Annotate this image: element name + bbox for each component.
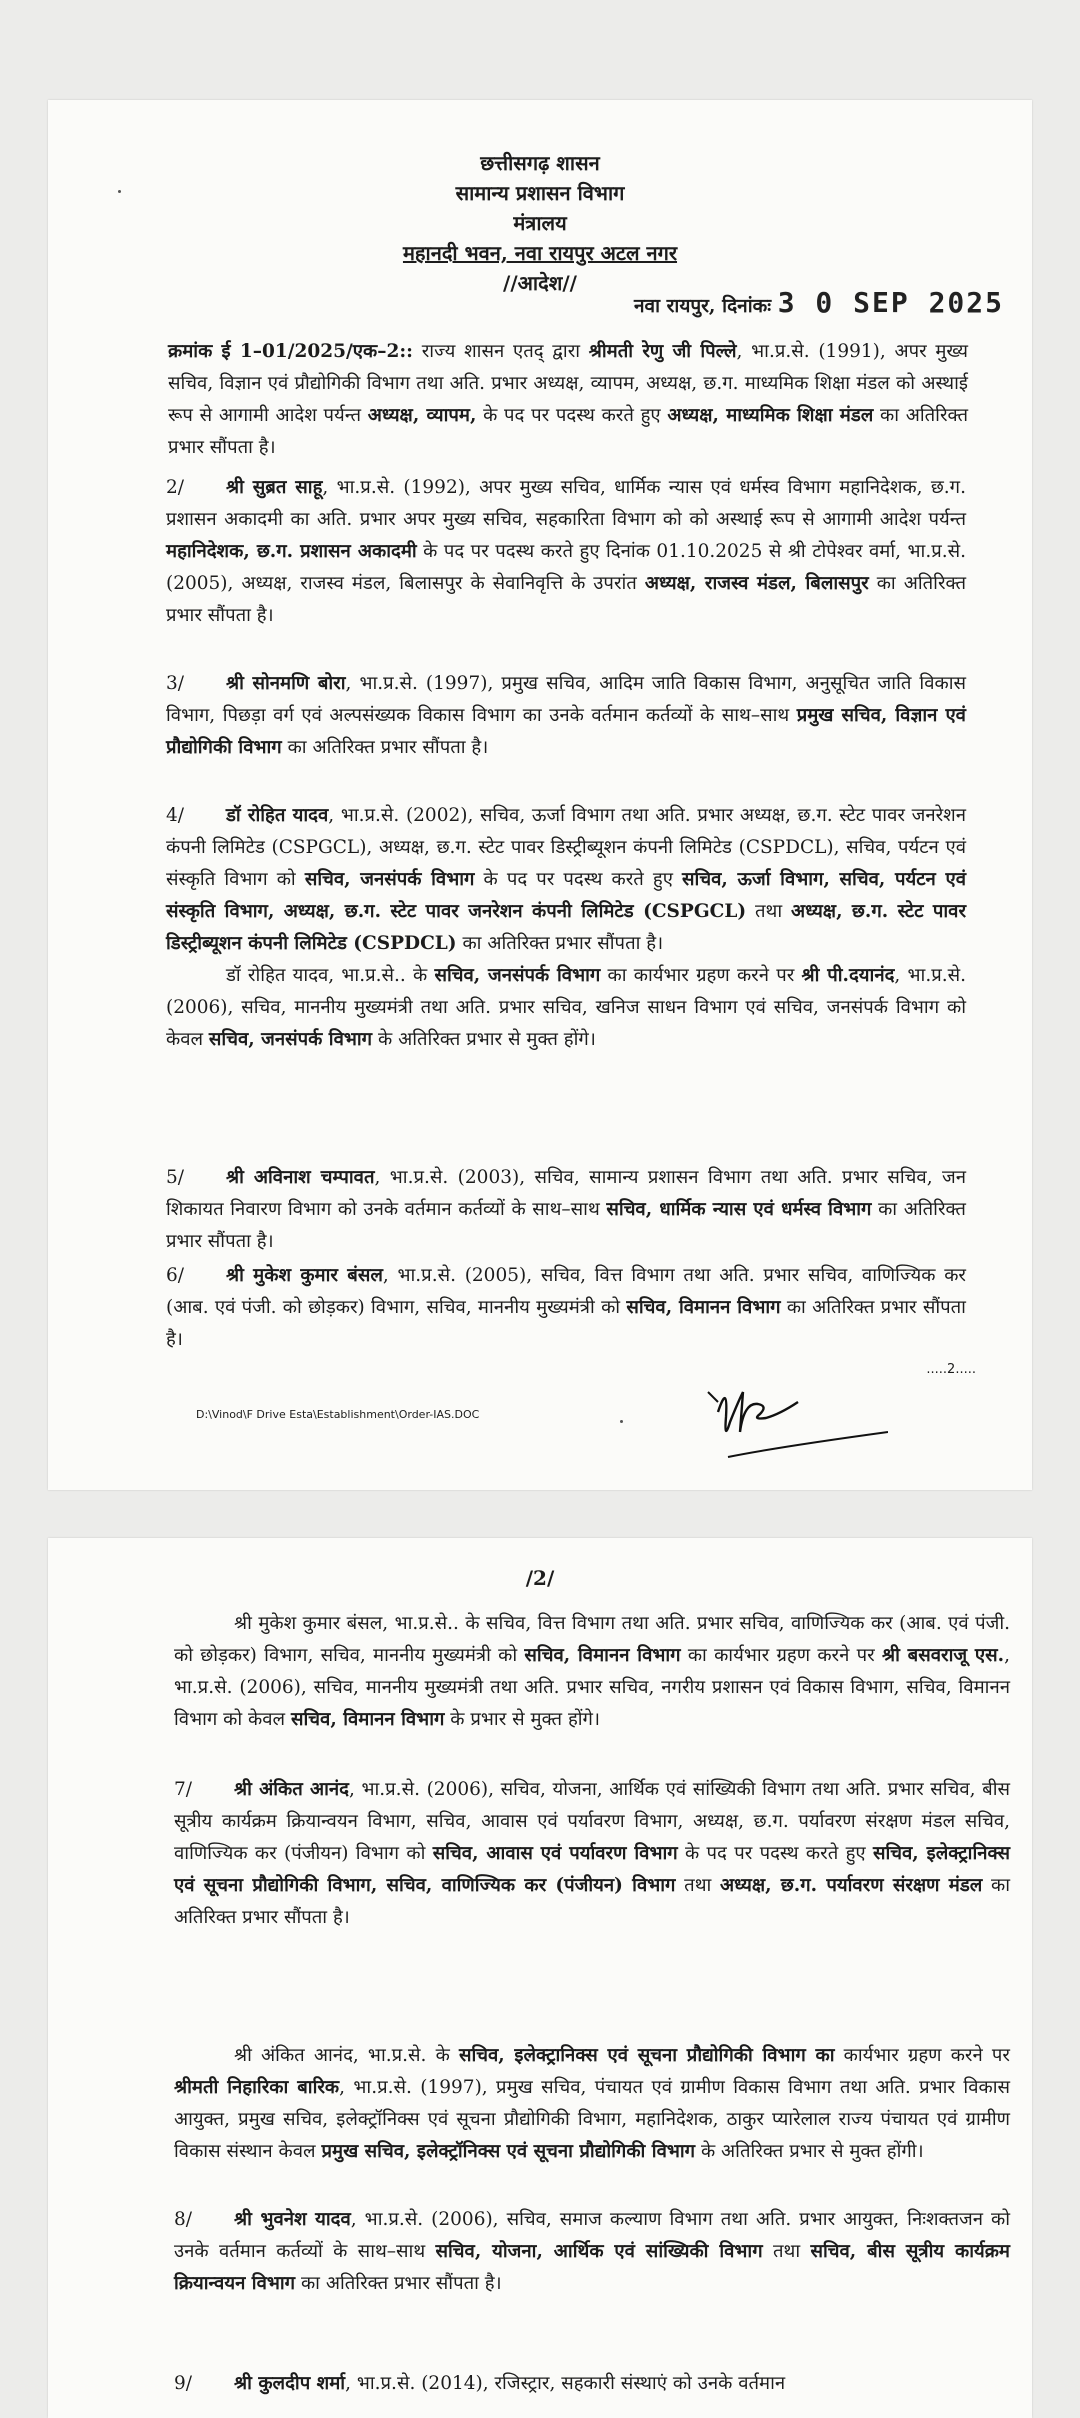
- header-government: छत्तीसगढ़ शासन: [480, 151, 600, 175]
- signature: [688, 1362, 888, 1472]
- file-path: D:\Vinod\F Drive Esta\Establishment\Order-IAS.DOC: [196, 1408, 480, 1421]
- header-department: सामान्य प्रशासन विभाग: [455, 181, 625, 205]
- continued-marker: .....2.....: [926, 1362, 976, 1377]
- order-paragraph-6: 6/ श्री मुकेश कुमार बंसल, भा.प्र.से. (2005), सचिव, वित्त विभाग तथा अति. प्रभार सचिव, वाणिज्यिक कर (आब. एवं पंजी. को छोड़कर) विभाग, सचिव, माननीय मुख्यमंत्री को सचिव, विमानन विभाग का अतिरिक्त प्रभार सौंपता है।: [166, 1265, 966, 1350]
- letterhead: [48, 148, 1032, 298]
- order-paragraph-5: 5/ श्री अविनाश चम्पावत, भा.प्र.से. (2003), सचिव, सामान्य प्रशासन विभाग तथा अति. प्रभार सचिव, जन शिकायत निवारण विभाग को उनके वर्तमान कर्तव्यों के साथ–साथ सचिव, धार्मिक न्यास एवं धर्मस्व विभाग का अतिरिक्त प्रभार सौंपता है।: [166, 1167, 966, 1252]
- document-page-2: [48, 1538, 1032, 2418]
- scan-speck: [620, 1420, 623, 1423]
- order-paragraph-1: क्रमांक ई 1–01/2025/एक–2:: राज्य शासन एतद् द्वारा श्रीमती रेणु जी पिल्ले, भा.प्र.से. (1991), अपर मुख्य सचिव, विज्ञान एवं प्रौद्योगिकी विभाग तथा अति. प्रभार अध्यक्ष, व्यापम, अध्यक्ष, छ.ग. माध्यमिक शिक्षा मंडल को अस्थाई रूप से आगामी आदेश पर्यन्त अध्यक्ष, व्यापम, के पद पर पदस्थ करते हुए अध्यक्ष, माध्यमिक शिक्षा मंडल का अतिरिक्त प्रभार सौंपता है।: [168, 341, 969, 458]
- scan-speck: [118, 190, 121, 193]
- order-paragraph-8: 8/ श्री भुवनेश यादव, भा.प्र.से. (2006), सचिव, समाज कल्याण विभाग तथा अति. प्रभार आयुक्त, निःशक्तजन को उनके वर्तमान कर्तव्यों के साथ–साथ सचिव, योजना, आर्थिक एवं सांख्यिकी विभाग तथा सचिव, बीस सूत्रीय कार्यक्रम क्रियान्वयन विभाग का अतिरिक्त प्रभार सौंपता है।: [174, 2209, 1010, 2294]
- page-number: /2/: [525, 1566, 555, 1590]
- header-ministry: मंत्रालय: [513, 211, 567, 235]
- order-paragraph-9: 9/ श्री कुलदीप शर्मा, भा.प्र.से. (2014), रजिस्ट्रार, सहकारी संस्थाएं को उनके वर्तमान: [174, 2373, 786, 2394]
- header-address: महानदी भवन, नवा रायपुर अटल नगर: [402, 241, 678, 265]
- order-paragraph-3: 3/ श्री सोनमणि बोरा, भा.प्र.से. (1997), प्रमुख सचिव, आदिम जाति विकास विभाग, अनुसूचित जाति विकास विभाग, पिछड़ा वर्ग एवं अल्पसंख्यक विकास विभाग का उनके वर्तमान कर्तव्यों के साथ–साथ प्रमुख सचिव, विज्ञान एवं प्रौद्योगिकी विभाग का अतिरिक्त प्रभार सौंपता है।: [166, 673, 966, 758]
- order-paragraph-7-continued: श्री अंकित आनंद, भा.प्र.से. के सचिव, इलेक्ट्रानिक्स एवं सूचना प्रौद्योगिकी विभाग का कार्यभार ग्रहण करने पर श्रीमती निहारिका बारिक, भा.प्र.से. (1997), प्रमुख सचिव, पंचायत एवं ग्रामीण विकास विभाग तथा अति. प्रभार विकास आयुक्त, प्रमुख सचिव, इलेक्ट्रॉनिक्स एवं सूचना प्रौद्योगिकी विभाग, महानिदेशक, ठाकुर प्यारेलाल राज्य पंचायत एवं ग्रामीण विकास संस्थान केवल प्रमुख सचिव, इलेक्ट्रॉनिक्स एवं सूचना प्रौद्योगिकी विभाग के अतिरिक्त प्रभार से मुक्त होंगी।: [174, 2045, 1010, 2162]
- order-paragraph-2: 2/ श्री सुब्रत साहू, भा.प्र.से. (1992), अपर मुख्य सचिव, धार्मिक न्यास एवं धर्मस्व विभाग महानिदेशक, छ.ग. प्रशासन अकादमी का अति. प्रभार अपर मुख्य सचिव, सहकारिता विभाग को को अस्थाई रूप से आगामी आदेश पर्यन्त महानिदेशक, छ.ग. प्रशासन अकादमी के पद पर पदस्थ करते हुए दिनांक 01.10.2025 से श्री टोपेश्वर वर्मा, भा.प्र.से. (2005), अध्यक्ष, राजस्व मंडल, बिलासपुर के सेवानिवृत्ति के उपरांत अध्यक्ष, राजस्व मंडल, बिलासपुर का अतिरिक्त प्रभार सौंपता है।: [166, 477, 966, 626]
- order-paragraph-7: 7/ श्री अंकित आनंद, भा.प्र.से. (2006), सचिव, योजना, आर्थिक एवं सांख्यिकी विभाग तथा अति. प्रभार सचिव, बीस सूत्रीय कार्यक्रम क्रियान्वयन विभाग, सचिव, आवास एवं पर्यावरण विभाग, अध्यक्ष, छ.ग. पर्यावरण संरक्षण मंडल सचिव, वाणिज्यिक कर (पंजीयन) विभाग को सचिव, आवास एवं पर्यावरण विभाग के पद पर पदस्थ करते हुए सचिव, इलेक्ट्रानिक्स एवं सूचना प्रौद्योगिकी विभाग, सचिव, वाणिज्यिक कर (पंजीयन) विभाग तथा अध्यक्ष, छ.ग. पर्यावरण संरक्षण मंडल का अतिरिक्त प्रभार सौंपता है।: [174, 1779, 1011, 1928]
- dateline: [634, 286, 1004, 319]
- order-paragraph-4: 4/ डॉ रोहित यादव, भा.प्र.से. (2002), सचिव, ऊर्जा विभाग तथा अति. प्रभार अध्यक्ष, छ.ग. स्टेट पावर जनरेशन कंपनी लिमिटेड (CSPGCL), अध्यक्ष, छ.ग. स्टेट पावर डिस्ट्रीब्यूशन कंपनी लिमिटेड (CSPDCL), सचिव, पर्यटन एवं संस्कृति विभाग को सचिव, जनसंपर्क विभाग के पद पर पदस्थ करते हुए सचिव, ऊर्जा विभाग, सचिव, पर्यटन एवं संस्कृति विभाग, अध्यक्ष, छ.ग. स्टेट पावर जनरेशन कंपनी लिमिटेड (CSPGCL) तथा अध्यक्ष, छ.ग. स्टेट पावर डिस्ट्रीब्यूशन कंपनी लिमिटेड (CSPDCL) का अतिरिक्त प्रभार सौंपता है। डॉ रोहित यादव, भा.प्र.से.. के सचिव, जनसंपर्क विभाग का कार्यभार ग्रहण करने पर श्री पी.दयानंद, भा.प्र.से. (2006), सचिव, माननीय मुख्यमंत्री तथा अति. प्रभार सचिव, खनिज साधन विभाग एवं सचिव, जनसंपर्क विभाग को केवल सचिव, जनसंपर्क विभाग के अतिरिक्त प्रभार से मुक्त होंगे।: [166, 805, 967, 1050]
- dateline-label: नवा रायपुर, दिनांकः: [634, 295, 772, 317]
- document-page-1: [48, 100, 1032, 1490]
- date-stamp: 3 0 SEP 2025: [777, 286, 1004, 319]
- order-paragraph-6-continued: श्री मुकेश कुमार बंसल, भा.प्र.से.. के सचिव, वित्त विभाग तथा अति. प्रभार सचिव, वाणिज्यिक कर (आब. एवं पंजी. को छोड़कर) विभाग, सचिव, माननीय मुख्यमंत्री को सचिव, विमानन विभाग का कार्यभार ग्रहण करने पर श्री बसवराजू एस., भा.प्र.से. (2006), सचिव, माननीय मुख्यमंत्री तथा अति. प्रभार सचिव, नगरीय प्रशासन एवं विकास विभाग, सचिव, विमानन विभाग को केवल सचिव, विमानन विभाग के प्रभार से मुक्त होंगे।: [174, 1613, 1010, 1730]
- header-order-title: //आदेश//: [503, 271, 577, 295]
